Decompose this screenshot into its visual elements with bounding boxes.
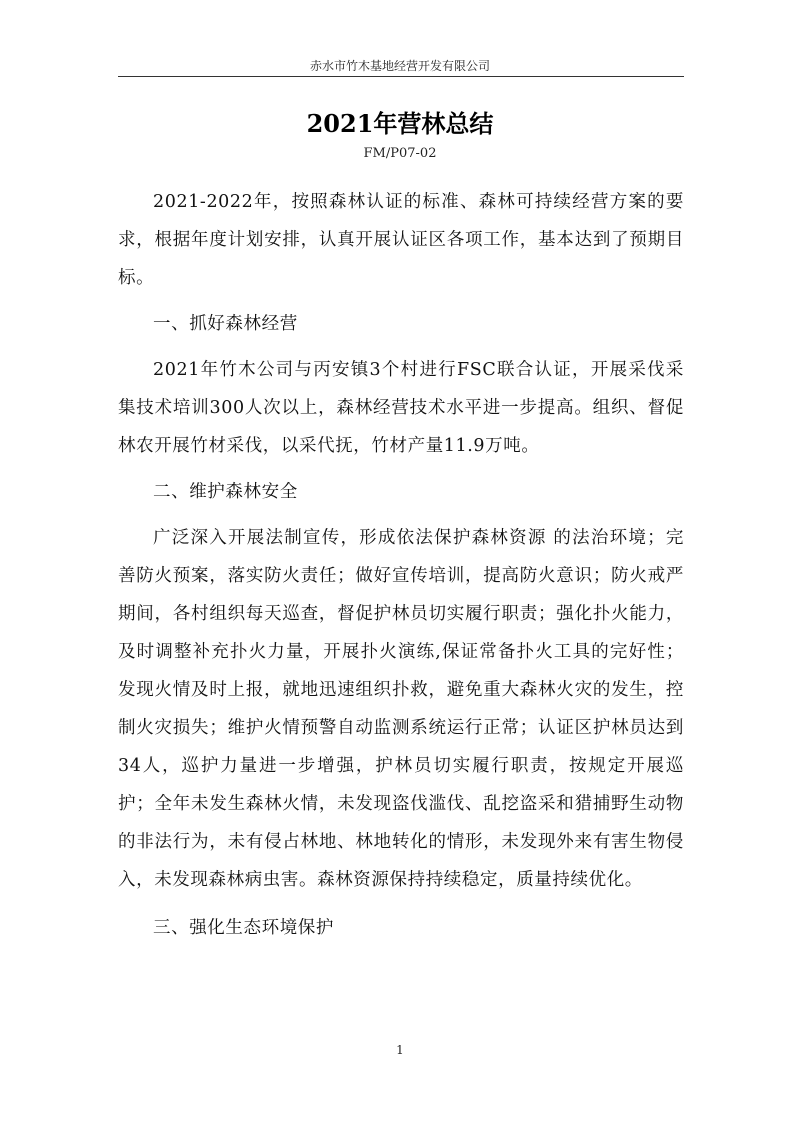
page-number: 1 [396, 1043, 404, 1057]
section-heading-ecological-protection: 三、强化生态环境保护 [153, 918, 334, 938]
document-code: FM/P07-02 [363, 146, 437, 161]
section-heading-forest-management: 一、抓好森林经营 [153, 314, 298, 334]
intro-paragraph: 2021-2022年，按照森林认证的标准、森林可持续经营方案的要求，根据年度计划安排，认真开展认证区各项工作，基本达到了预期目标。 [118, 192, 684, 288]
section-paragraph-forest-safety: 广泛深入开展法制宣传，形成依法保护森林资源 的法治环境；完善防火预案，落实防火责任；做好宣传培训，提高防火意识；防火戒严期间，各村组织每天巡查，督促护林员切实履行职责；强化扑火能力，及时调整补充扑火力量，开展扑火演练,保证常备扑火工具的完好性；发现火情及时上报，就地迅速组织扑救，避免重大森林火灾的发生，控制火灾损失；维护火情预警自动监测系统运行正常；认证区护林员达到34人，巡护力量进一步增强，护林员切实履行职责，按规定开展巡护；全年未发生森林火情，未发现盗伐滥伐、乱挖盗采和猎捕野生动物的非法行为，未有侵占林地、林地转化的情形，未发现外来有害生物侵入，未发现森林病虫害。森林资源保持持续稳定，质量持续优化。 [118, 528, 684, 890]
header-divider [118, 76, 684, 77]
document-body [118, 183, 684, 947]
page-header-company: 赤水市竹木基地经营开发有限公司 [309, 59, 490, 73]
document-title: 2021年营林总结 [306, 109, 494, 138]
section-paragraph-forest-management: 2021年竹木公司与丙安镇3个村进行FSC联合认证，开展采伐采集技术培训300人次以上，森林经营技术水平进一步提高。组织、督促林农开展竹材采伐，以采代抚，竹材产量11.9万吨。 [118, 360, 684, 456]
section-heading-forest-safety: 二、维护森林安全 [153, 482, 298, 502]
